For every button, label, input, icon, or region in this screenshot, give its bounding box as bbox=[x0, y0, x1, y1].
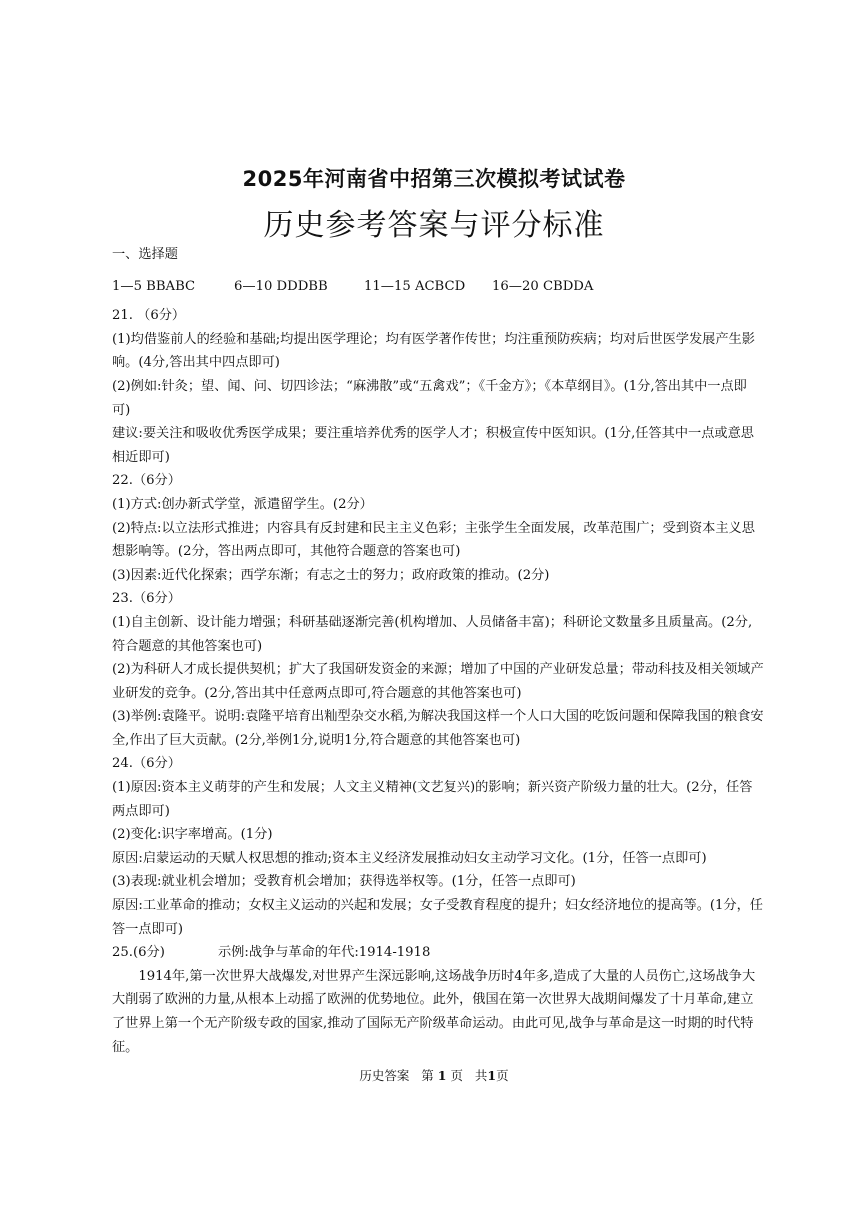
question-23-part3: (3)举例:袁隆平。说明:袁隆平培育出籼型杂交水稻,为解决我国这样一个人口大国的吃饭问题和保障我国的粮食安全,作出了巨大贡献。(2分,举例1分,说明1分,符合题意的其他答案也可) bbox=[112, 709, 764, 748]
question-22-part3: (3)因素:近代化探索；西学东渐；有志之士的努力；政府政策的推动。(2分) bbox=[112, 567, 550, 583]
footer-total-number: 1 bbox=[487, 1068, 497, 1083]
choice-answers bbox=[112, 275, 764, 299]
answer-group: 11—15 ACBCD bbox=[364, 278, 466, 294]
question-22-heading: 22.（6分） bbox=[112, 473, 181, 489]
answer-group: 16—20 CBDDA bbox=[492, 278, 594, 294]
page-footer bbox=[0, 1066, 868, 1084]
answer-group: 1—5 BBABC bbox=[112, 278, 196, 294]
footer-page-suffix: 页 bbox=[450, 1068, 463, 1083]
question-24-part2: (2)变化:识字率增高。(1分) bbox=[112, 827, 273, 843]
section-heading: 一、选择题 bbox=[112, 247, 178, 262]
question-24-part3: (3)表现:就业机会增加；受教育机会增加；获得选举权等。(1分，任答一点即可) bbox=[112, 874, 576, 890]
question-22-part1: (1)方式:创办新式学堂，派遣留学生。(2分） bbox=[112, 496, 373, 512]
footer-page-prefix: 第 bbox=[421, 1068, 434, 1083]
footer-label: 历史答案 bbox=[359, 1068, 410, 1083]
question-23-part1: (1)自主创新、设计能力增强；科研基础逐渐完善(机构增加、人员储备丰富)；科研论文数量多且质量高。(2分,符合题意的其他答案也可) bbox=[112, 614, 753, 654]
question-25-example: 示例:战争与革命的年代:1914-1918 bbox=[218, 945, 431, 961]
footer-total-suffix: 页 bbox=[496, 1068, 509, 1083]
question-21-suggestion: 建议:要关注和吸收优秀医学成果；要注重培养优秀的医学人才；积极宣传中医知识。(1分,任答其中一点或意思相近即可) bbox=[112, 426, 754, 465]
question-25-heading: 25.(6分) bbox=[112, 945, 165, 961]
question-24-reason2: 原因:工业革命的推动；女权主义运动的兴起和发展；女子受教育程度的提升；妇女经济地位的提高等。(1分，任答一点即可) bbox=[112, 898, 763, 937]
question-24-reason1: 原因:启蒙运动的天赋人权思想的推动;资本主义经济发展推动妇女主动学习文化。(1分，任答一点即可) bbox=[112, 850, 707, 866]
question-21-part1: (1)均借鉴前人的经验和基础;均提出医学理论；均有医学著作传世；均注重预防疾病；均对后世医学发展产生影响。(4分,答出其中四点即可) bbox=[112, 331, 755, 371]
question-21-heading: 21. （6分） bbox=[112, 308, 186, 324]
question-24-part1: (1)原因:资本主义萌芽的产生和发展；人文主义精神(文艺复兴)的影响；新兴资产阶级力量的壮大。(2分，任答两点即可) bbox=[112, 780, 753, 819]
question-25-paragraph: 1914年,第一次世界大战爆发,对世界产生深远影响,这场战争历时4年多,造成了大量的人员伤亡,这场战争大大削弱了欧洲的力量,从根本上动摇了欧洲的优势地位。此外，俄国在第一次世界大战期间爆发了十月革命,建立了世界上第一个无产阶级专政的国家,推动了国际无产阶级革命运动。由此可见,战争与革命是这一时期的时代特征。 bbox=[112, 968, 756, 1055]
question-25-heading-row bbox=[112, 941, 764, 965]
footer-page-number: 1 bbox=[437, 1068, 447, 1083]
answer-group: 6—10 DDDBB bbox=[234, 278, 328, 294]
question-22-part2: (2)特点:以立法形式推进；内容具有反封建和民主主义色彩；主张学生全面发展，改革范围广；受到资本主义思想影响等。(2分，答出两点即可，其他符合题意的答案也可) bbox=[112, 520, 755, 560]
footer-total-prefix: 共 bbox=[474, 1068, 488, 1083]
document-subtitle: 历史参考答案与评分标准 bbox=[263, 208, 605, 243]
question-23-part2: (2)为科研人才成长提供契机；扩大了我国研发资金的来源；增加了中国的产业研发总量；带动科技及相关领域产业研发的竞争。(2分,答出其中任意两点即可,符合题意的其他答案也可) bbox=[112, 662, 764, 701]
question-24-heading: 24.（6分） bbox=[112, 756, 181, 772]
question-23-heading: 23.（6分） bbox=[112, 591, 181, 607]
answer-content bbox=[112, 243, 764, 1059]
exam-title: 2025年河南省中招第三次模拟考试试卷 bbox=[242, 167, 626, 191]
question-21-part2: (2)例如:针灸；望、闻、问、切四诊法；“麻沸散”或“五禽戏”；《千金方》；《本草纲目》。(1分,答出其中一点即可) bbox=[112, 378, 747, 418]
